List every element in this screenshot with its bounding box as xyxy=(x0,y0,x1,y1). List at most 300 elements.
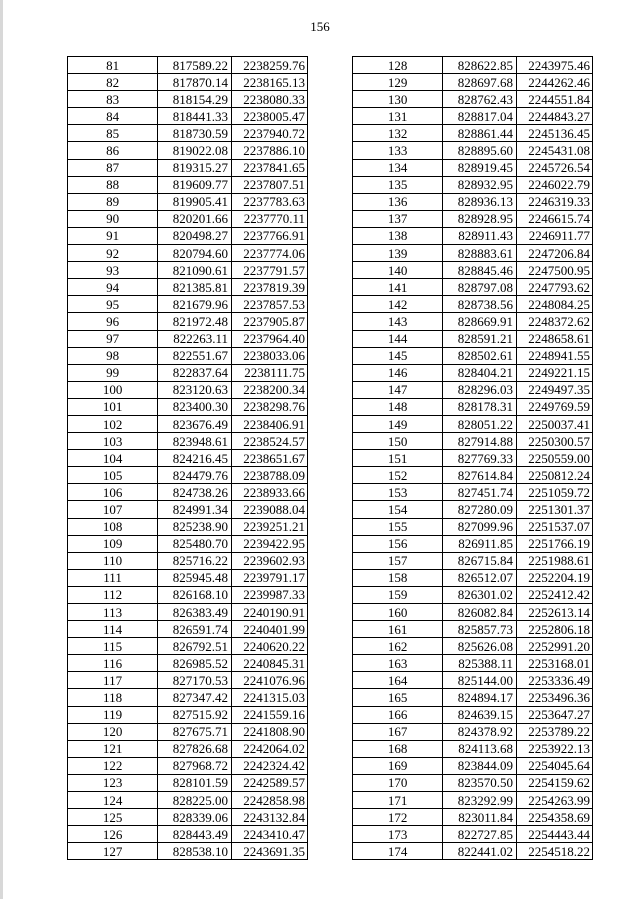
table-row xyxy=(353,279,593,296)
y-coordinate-cell: 2239088.04 xyxy=(232,501,308,518)
point-number-cell: 138 xyxy=(353,227,443,244)
y-coordinate-cell: 2247793.62 xyxy=(517,279,593,296)
x-coordinate-cell: 827675.71 xyxy=(158,723,232,740)
x-coordinate-cell: 824639.15 xyxy=(443,706,517,723)
table-row xyxy=(353,467,593,484)
point-number-cell: 135 xyxy=(353,176,443,193)
y-coordinate-cell: 2245136.45 xyxy=(517,125,593,142)
point-number-cell: 139 xyxy=(353,245,443,262)
table-row xyxy=(68,689,308,706)
table-row xyxy=(68,193,308,210)
x-coordinate-cell: 819609.77 xyxy=(158,176,232,193)
x-coordinate-cell: 825144.00 xyxy=(443,672,517,689)
x-coordinate-cell: 828502.61 xyxy=(443,347,517,364)
y-coordinate-cell: 2244262.46 xyxy=(517,74,593,91)
x-coordinate-cell: 827914.88 xyxy=(443,433,517,450)
table-row xyxy=(353,330,593,347)
table-row xyxy=(68,74,308,91)
point-number-cell: 126 xyxy=(68,826,158,843)
y-coordinate-cell: 2243691.35 xyxy=(232,843,308,860)
point-number-cell: 143 xyxy=(353,313,443,330)
x-coordinate-cell: 827614.84 xyxy=(443,467,517,484)
table-row xyxy=(353,723,593,740)
y-coordinate-cell: 2237841.65 xyxy=(232,159,308,176)
table-row xyxy=(68,433,308,450)
point-number-cell: 147 xyxy=(353,381,443,398)
table-row xyxy=(68,57,308,74)
y-coordinate-cell: 2250812.24 xyxy=(517,467,593,484)
x-coordinate-cell: 821972.48 xyxy=(158,313,232,330)
x-coordinate-cell: 828296.03 xyxy=(443,381,517,398)
table-row xyxy=(353,245,593,262)
table-row xyxy=(68,330,308,347)
point-number-cell: 107 xyxy=(68,501,158,518)
x-coordinate-cell: 822727.85 xyxy=(443,826,517,843)
table-row xyxy=(353,433,593,450)
x-coordinate-cell: 826715.84 xyxy=(443,552,517,569)
table-right-body xyxy=(353,57,593,860)
point-number-cell: 83 xyxy=(68,91,158,108)
point-number-cell: 131 xyxy=(353,108,443,125)
point-number-cell: 171 xyxy=(353,792,443,809)
point-number-cell: 93 xyxy=(68,262,158,279)
x-coordinate-cell: 826301.02 xyxy=(443,586,517,603)
table-row xyxy=(68,381,308,398)
table-row xyxy=(353,108,593,125)
y-coordinate-cell: 2238165.13 xyxy=(232,74,308,91)
y-coordinate-cell: 2238033.06 xyxy=(232,347,308,364)
y-coordinate-cell: 2250300.57 xyxy=(517,433,593,450)
table-row xyxy=(68,655,308,672)
table-row xyxy=(68,843,308,860)
x-coordinate-cell: 824991.34 xyxy=(158,501,232,518)
x-coordinate-cell: 828919.45 xyxy=(443,159,517,176)
x-coordinate-cell: 826985.52 xyxy=(158,655,232,672)
table-row xyxy=(353,809,593,826)
y-coordinate-cell: 2242064.02 xyxy=(232,740,308,757)
x-coordinate-cell: 828797.08 xyxy=(443,279,517,296)
table-row xyxy=(68,176,308,193)
table-row xyxy=(68,159,308,176)
x-coordinate-cell: 828928.95 xyxy=(443,210,517,227)
x-coordinate-cell: 822263.11 xyxy=(158,330,232,347)
table-row xyxy=(353,689,593,706)
point-number-cell: 122 xyxy=(68,757,158,774)
x-coordinate-cell: 828622.85 xyxy=(443,57,517,74)
y-coordinate-cell: 2242858.98 xyxy=(232,792,308,809)
table-row xyxy=(353,501,593,518)
y-coordinate-cell: 2245726.54 xyxy=(517,159,593,176)
y-coordinate-cell: 2249221.15 xyxy=(517,364,593,381)
x-coordinate-cell: 823844.09 xyxy=(443,757,517,774)
y-coordinate-cell: 2238200.34 xyxy=(232,381,308,398)
y-coordinate-cell: 2243410.47 xyxy=(232,826,308,843)
x-coordinate-cell: 828845.46 xyxy=(443,262,517,279)
point-number-cell: 144 xyxy=(353,330,443,347)
y-coordinate-cell: 2242589.57 xyxy=(232,774,308,791)
y-coordinate-cell: 2238406.91 xyxy=(232,415,308,432)
y-coordinate-cell: 2237886.10 xyxy=(232,142,308,159)
x-coordinate-cell: 828936.13 xyxy=(443,193,517,210)
x-coordinate-cell: 828932.95 xyxy=(443,176,517,193)
x-coordinate-cell: 828669.91 xyxy=(443,313,517,330)
table-row xyxy=(353,450,593,467)
point-number-cell: 168 xyxy=(353,740,443,757)
point-number-cell: 118 xyxy=(68,689,158,706)
table-row xyxy=(353,706,593,723)
x-coordinate-cell: 824378.92 xyxy=(443,723,517,740)
table-row xyxy=(68,347,308,364)
point-number-cell: 91 xyxy=(68,227,158,244)
x-coordinate-cell: 817870.14 xyxy=(158,74,232,91)
y-coordinate-cell: 2240845.31 xyxy=(232,655,308,672)
point-number-cell: 146 xyxy=(353,364,443,381)
point-number-cell: 132 xyxy=(353,125,443,142)
x-coordinate-cell: 823676.49 xyxy=(158,415,232,432)
point-number-cell: 100 xyxy=(68,381,158,398)
table-row xyxy=(68,809,308,826)
y-coordinate-cell: 2254443.44 xyxy=(517,826,593,843)
y-coordinate-cell: 2248372.62 xyxy=(517,313,593,330)
point-number-cell: 140 xyxy=(353,262,443,279)
y-coordinate-cell: 2247206.84 xyxy=(517,245,593,262)
point-number-cell: 124 xyxy=(68,792,158,809)
table-row xyxy=(68,672,308,689)
table-row xyxy=(68,621,308,638)
point-number-cell: 114 xyxy=(68,621,158,638)
y-coordinate-cell: 2237807.51 xyxy=(232,176,308,193)
y-coordinate-cell: 2238259.76 xyxy=(232,57,308,74)
point-number-cell: 160 xyxy=(353,604,443,621)
point-number-cell: 86 xyxy=(68,142,158,159)
y-coordinate-cell: 2240620.22 xyxy=(232,638,308,655)
y-coordinate-cell: 2238933.66 xyxy=(232,484,308,501)
y-coordinate-cell: 2246615.74 xyxy=(517,210,593,227)
point-number-cell: 98 xyxy=(68,347,158,364)
y-coordinate-cell: 2241315.03 xyxy=(232,689,308,706)
table-row xyxy=(68,484,308,501)
y-coordinate-cell: 2237791.57 xyxy=(232,262,308,279)
table-row xyxy=(353,535,593,552)
table-row xyxy=(353,552,593,569)
point-number-cell: 115 xyxy=(68,638,158,655)
table-row xyxy=(68,467,308,484)
x-coordinate-cell: 828443.49 xyxy=(158,826,232,843)
table-row xyxy=(68,586,308,603)
x-coordinate-cell: 826383.49 xyxy=(158,604,232,621)
table-row xyxy=(68,296,308,313)
point-number-cell: 170 xyxy=(353,774,443,791)
table-row xyxy=(68,364,308,381)
y-coordinate-cell: 2252204.19 xyxy=(517,569,593,586)
y-coordinate-cell: 2237770.11 xyxy=(232,210,308,227)
point-number-cell: 85 xyxy=(68,125,158,142)
x-coordinate-cell: 828178.31 xyxy=(443,398,517,415)
point-number-cell: 105 xyxy=(68,467,158,484)
x-coordinate-cell: 827347.42 xyxy=(158,689,232,706)
y-coordinate-cell: 2238524.57 xyxy=(232,433,308,450)
point-number-cell: 153 xyxy=(353,484,443,501)
table-row xyxy=(353,347,593,364)
x-coordinate-cell: 828911.43 xyxy=(443,227,517,244)
point-number-cell: 99 xyxy=(68,364,158,381)
point-number-cell: 120 xyxy=(68,723,158,740)
point-number-cell: 95 xyxy=(68,296,158,313)
point-number-cell: 129 xyxy=(353,74,443,91)
x-coordinate-cell: 827099.96 xyxy=(443,518,517,535)
point-number-cell: 172 xyxy=(353,809,443,826)
point-number-cell: 81 xyxy=(68,57,158,74)
point-number-cell: 164 xyxy=(353,672,443,689)
x-coordinate-cell: 828225.00 xyxy=(158,792,232,809)
table-row xyxy=(68,552,308,569)
y-coordinate-cell: 2238788.09 xyxy=(232,467,308,484)
point-number-cell: 150 xyxy=(353,433,443,450)
table-row xyxy=(68,125,308,142)
table-row xyxy=(68,706,308,723)
table-row xyxy=(353,774,593,791)
point-number-cell: 156 xyxy=(353,535,443,552)
table-row xyxy=(68,757,308,774)
x-coordinate-cell: 820201.66 xyxy=(158,210,232,227)
x-coordinate-cell: 818730.59 xyxy=(158,125,232,142)
table-row xyxy=(353,621,593,638)
point-number-cell: 145 xyxy=(353,347,443,364)
x-coordinate-cell: 828404.21 xyxy=(443,364,517,381)
table-row xyxy=(353,638,593,655)
x-coordinate-cell: 823292.99 xyxy=(443,792,517,809)
x-coordinate-cell: 826591.74 xyxy=(158,621,232,638)
y-coordinate-cell: 2254358.69 xyxy=(517,809,593,826)
x-coordinate-cell: 825626.08 xyxy=(443,638,517,655)
table-row xyxy=(68,774,308,791)
point-number-cell: 136 xyxy=(353,193,443,210)
point-number-cell: 130 xyxy=(353,91,443,108)
x-coordinate-cell: 828101.59 xyxy=(158,774,232,791)
x-coordinate-cell: 822837.64 xyxy=(158,364,232,381)
y-coordinate-cell: 2254045.64 xyxy=(517,757,593,774)
point-number-cell: 137 xyxy=(353,210,443,227)
table-row xyxy=(353,569,593,586)
table-row xyxy=(68,245,308,262)
y-coordinate-cell: 2240190.91 xyxy=(232,604,308,621)
y-coordinate-cell: 2237783.63 xyxy=(232,193,308,210)
x-coordinate-cell: 824894.17 xyxy=(443,689,517,706)
x-coordinate-cell: 828895.60 xyxy=(443,142,517,159)
table-row xyxy=(68,826,308,843)
table-row xyxy=(353,826,593,843)
x-coordinate-cell: 828538.10 xyxy=(158,843,232,860)
x-coordinate-cell: 823400.30 xyxy=(158,398,232,415)
table-row xyxy=(68,108,308,125)
y-coordinate-cell: 2237905.87 xyxy=(232,313,308,330)
table-row xyxy=(353,91,593,108)
table-row xyxy=(353,159,593,176)
point-number-cell: 134 xyxy=(353,159,443,176)
table-row xyxy=(68,91,308,108)
x-coordinate-cell: 824216.45 xyxy=(158,450,232,467)
x-coordinate-cell: 826911.85 xyxy=(443,535,517,552)
table-row xyxy=(353,381,593,398)
point-number-cell: 112 xyxy=(68,586,158,603)
x-coordinate-cell: 827826.68 xyxy=(158,740,232,757)
point-number-cell: 103 xyxy=(68,433,158,450)
point-number-cell: 121 xyxy=(68,740,158,757)
table-row xyxy=(353,176,593,193)
y-coordinate-cell: 2248941.55 xyxy=(517,347,593,364)
point-number-cell: 123 xyxy=(68,774,158,791)
point-number-cell: 104 xyxy=(68,450,158,467)
point-number-cell: 116 xyxy=(68,655,158,672)
y-coordinate-cell: 2253336.49 xyxy=(517,672,593,689)
table-row xyxy=(68,638,308,655)
y-coordinate-cell: 2251988.61 xyxy=(517,552,593,569)
x-coordinate-cell: 828051.22 xyxy=(443,415,517,432)
point-number-cell: 110 xyxy=(68,552,158,569)
table-row xyxy=(68,604,308,621)
x-coordinate-cell: 819905.41 xyxy=(158,193,232,210)
y-coordinate-cell: 2251537.07 xyxy=(517,518,593,535)
x-coordinate-cell: 824113.68 xyxy=(443,740,517,757)
y-coordinate-cell: 2238005.47 xyxy=(232,108,308,125)
scan-edge xyxy=(0,0,3,899)
y-coordinate-cell: 2246911.77 xyxy=(517,227,593,244)
y-coordinate-cell: 2254159.62 xyxy=(517,774,593,791)
y-coordinate-cell: 2251059.72 xyxy=(517,484,593,501)
x-coordinate-cell: 822551.67 xyxy=(158,347,232,364)
coordinates-table-right xyxy=(352,56,593,860)
point-number-cell: 173 xyxy=(353,826,443,843)
point-number-cell: 127 xyxy=(68,843,158,860)
y-coordinate-cell: 2254263.99 xyxy=(517,792,593,809)
table-row xyxy=(353,518,593,535)
x-coordinate-cell: 825388.11 xyxy=(443,655,517,672)
table-row xyxy=(68,262,308,279)
table-row xyxy=(353,262,593,279)
table-row xyxy=(353,655,593,672)
table-row xyxy=(353,296,593,313)
x-coordinate-cell: 820794.60 xyxy=(158,245,232,262)
point-number-cell: 117 xyxy=(68,672,158,689)
table-row xyxy=(68,723,308,740)
x-coordinate-cell: 828817.04 xyxy=(443,108,517,125)
y-coordinate-cell: 2250559.00 xyxy=(517,450,593,467)
x-coordinate-cell: 825857.73 xyxy=(443,621,517,638)
table-row xyxy=(68,415,308,432)
table-row xyxy=(353,74,593,91)
table-row xyxy=(353,398,593,415)
y-coordinate-cell: 2239791.17 xyxy=(232,569,308,586)
x-coordinate-cell: 828861.44 xyxy=(443,125,517,142)
x-coordinate-cell: 825480.70 xyxy=(158,535,232,552)
table-row xyxy=(353,672,593,689)
table-row xyxy=(68,792,308,809)
y-coordinate-cell: 2239422.95 xyxy=(232,535,308,552)
point-number-cell: 154 xyxy=(353,501,443,518)
y-coordinate-cell: 2246022.79 xyxy=(517,176,593,193)
table-row xyxy=(353,415,593,432)
x-coordinate-cell: 827515.92 xyxy=(158,706,232,723)
x-coordinate-cell: 828591.21 xyxy=(443,330,517,347)
table-row xyxy=(353,843,593,860)
point-number-cell: 148 xyxy=(353,398,443,415)
point-number-cell: 167 xyxy=(353,723,443,740)
x-coordinate-cell: 828697.68 xyxy=(443,74,517,91)
point-number-cell: 111 xyxy=(68,569,158,586)
coordinates-table-left xyxy=(67,56,308,860)
point-number-cell: 87 xyxy=(68,159,158,176)
x-coordinate-cell: 827968.72 xyxy=(158,757,232,774)
point-number-cell: 92 xyxy=(68,245,158,262)
point-number-cell: 106 xyxy=(68,484,158,501)
x-coordinate-cell: 828762.43 xyxy=(443,91,517,108)
y-coordinate-cell: 2251301.37 xyxy=(517,501,593,518)
point-number-cell: 155 xyxy=(353,518,443,535)
x-coordinate-cell: 820498.27 xyxy=(158,227,232,244)
point-number-cell: 163 xyxy=(353,655,443,672)
point-number-cell: 101 xyxy=(68,398,158,415)
x-coordinate-cell: 818441.33 xyxy=(158,108,232,125)
x-coordinate-cell: 823011.84 xyxy=(443,809,517,826)
page-number: 156 xyxy=(310,19,330,34)
table-row xyxy=(68,279,308,296)
x-coordinate-cell: 823570.50 xyxy=(443,774,517,791)
y-coordinate-cell: 2237940.72 xyxy=(232,125,308,142)
y-coordinate-cell: 2252806.18 xyxy=(517,621,593,638)
x-coordinate-cell: 826792.51 xyxy=(158,638,232,655)
point-number-cell: 142 xyxy=(353,296,443,313)
table-row xyxy=(353,604,593,621)
x-coordinate-cell: 817589.22 xyxy=(158,57,232,74)
y-coordinate-cell: 2249769.59 xyxy=(517,398,593,415)
point-number-cell: 162 xyxy=(353,638,443,655)
table-row xyxy=(353,757,593,774)
x-coordinate-cell: 826168.10 xyxy=(158,586,232,603)
x-coordinate-cell: 819022.08 xyxy=(158,142,232,159)
table-row xyxy=(68,227,308,244)
y-coordinate-cell: 2238298.76 xyxy=(232,398,308,415)
y-coordinate-cell: 2244551.84 xyxy=(517,91,593,108)
x-coordinate-cell: 828883.61 xyxy=(443,245,517,262)
point-number-cell: 88 xyxy=(68,176,158,193)
table-row xyxy=(353,125,593,142)
y-coordinate-cell: 2237819.39 xyxy=(232,279,308,296)
y-coordinate-cell: 2243132.84 xyxy=(232,809,308,826)
y-coordinate-cell: 2250037.41 xyxy=(517,415,593,432)
point-number-cell: 96 xyxy=(68,313,158,330)
y-coordinate-cell: 2243975.46 xyxy=(517,57,593,74)
table-row xyxy=(68,142,308,159)
table-row xyxy=(68,450,308,467)
point-number-cell: 152 xyxy=(353,467,443,484)
y-coordinate-cell: 2239987.33 xyxy=(232,586,308,603)
y-coordinate-cell: 2251766.19 xyxy=(517,535,593,552)
x-coordinate-cell: 824479.76 xyxy=(158,467,232,484)
y-coordinate-cell: 2249497.35 xyxy=(517,381,593,398)
table-row xyxy=(353,210,593,227)
point-number-cell: 94 xyxy=(68,279,158,296)
point-number-cell: 119 xyxy=(68,706,158,723)
point-number-cell: 113 xyxy=(68,604,158,621)
x-coordinate-cell: 823948.61 xyxy=(158,433,232,450)
y-coordinate-cell: 2248658.61 xyxy=(517,330,593,347)
y-coordinate-cell: 2253789.22 xyxy=(517,723,593,740)
point-number-cell: 149 xyxy=(353,415,443,432)
y-coordinate-cell: 2252613.14 xyxy=(517,604,593,621)
y-coordinate-cell: 2237964.40 xyxy=(232,330,308,347)
point-number-cell: 90 xyxy=(68,210,158,227)
table-row xyxy=(353,364,593,381)
